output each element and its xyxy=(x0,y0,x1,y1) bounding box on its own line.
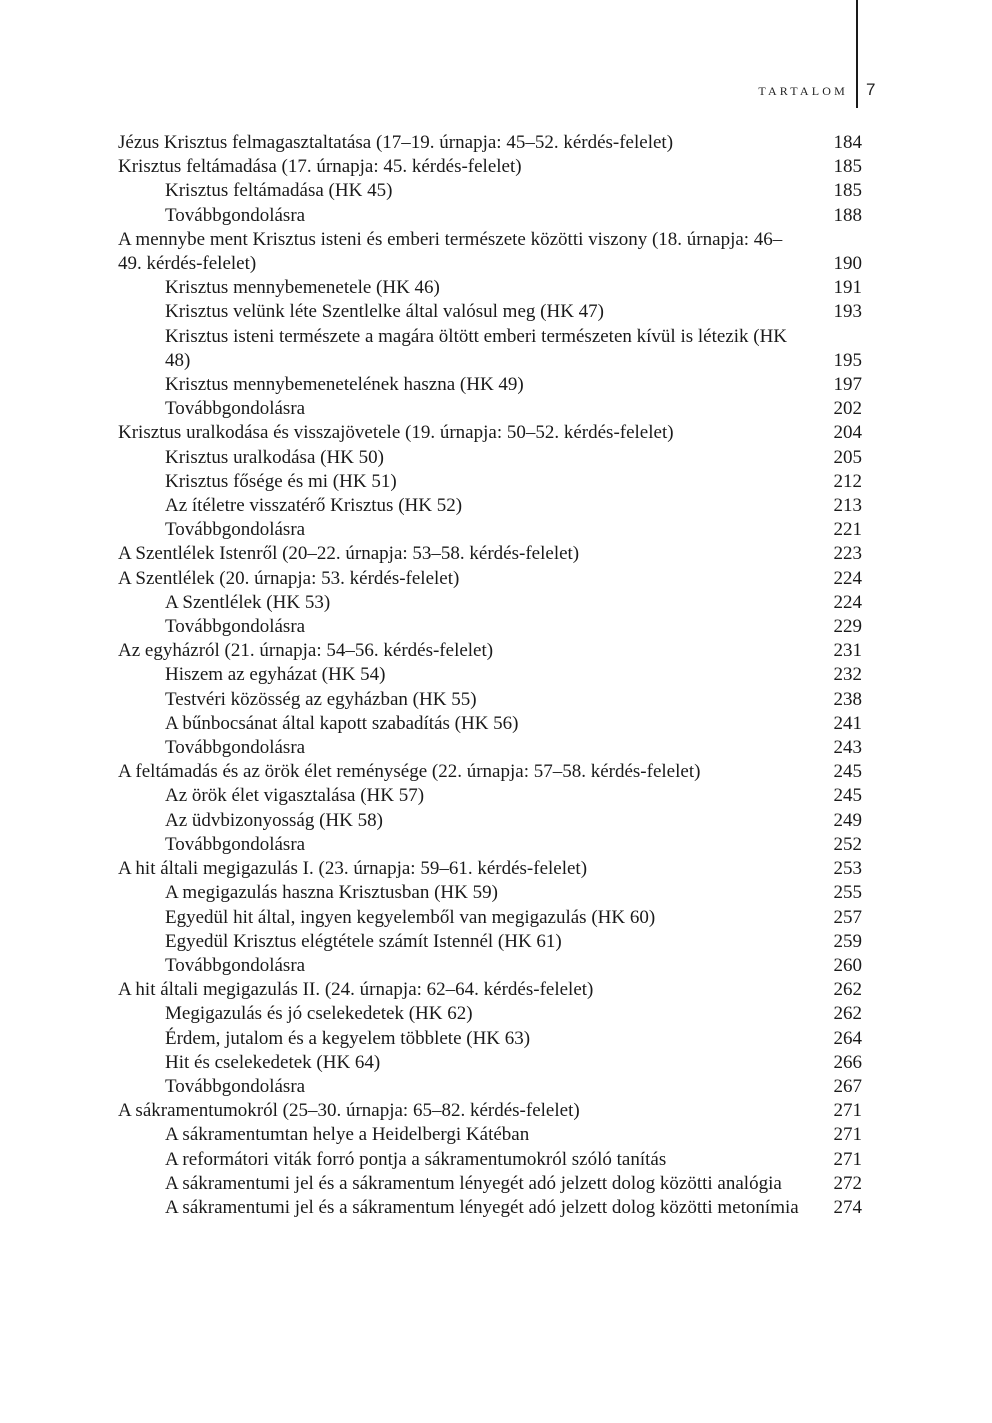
toc-entry-title: A bűnbocsánat által kapott szabadítás (HK 56) xyxy=(165,712,519,734)
toc-entry-title: A reformátori viták forró pontja a sákramentumokról szóló tanítás xyxy=(165,1148,667,1170)
toc-entry-section xyxy=(118,373,862,397)
toc-entry-page-number: 252 xyxy=(833,833,862,855)
toc-entry-page-number: 243 xyxy=(833,737,862,759)
toc-entry-page-number: 271 xyxy=(833,1124,862,1146)
toc-entry-title: Krisztus feltámadása (17. úrnapja: 45. kérdés-felelet) xyxy=(118,156,522,178)
toc-entry-chapter xyxy=(118,421,862,445)
toc-entry-chapter xyxy=(118,1099,862,1123)
toc-entry-section xyxy=(118,833,862,857)
toc-entry-page-number: 224 xyxy=(833,591,862,613)
toc-entry-title: Testvéri közösség az egyházban (HK 55) xyxy=(165,688,477,710)
toc-entry-title: Továbbgondolásra xyxy=(165,519,306,541)
toc-entry-title: Az örök élet vigasztalása (HK 57) xyxy=(165,785,425,807)
toc-entry-page-number: 224 xyxy=(833,567,862,589)
toc-entry-title: A sákramentumi jel és a sákramentum lényegét adó jelzett dolog közötti analógia xyxy=(165,1172,782,1194)
toc-entry-title: Krisztus velünk léte Szentlelke által valósul meg (HK 47) xyxy=(165,301,604,323)
toc-entry-title: Érdem, jutalom és a kegyelem többlete (HK 63) xyxy=(165,1027,531,1049)
toc-entry-title: A sákramentumokról (25–30. úrnapja: 65–82. kérdés-felelet) xyxy=(118,1100,580,1122)
toc-entry-title: A sákramentumtan helye a Heidelbergi Kátéban xyxy=(165,1124,530,1146)
toc-entry-chapter xyxy=(118,639,862,663)
toc-entry-page-number: 262 xyxy=(833,979,862,1001)
toc-entry-section xyxy=(118,688,862,712)
toc-entry-title: Krisztus feltámadása (HK 45) xyxy=(165,180,393,202)
toc-entry-title: Jézus Krisztus felmagasztaltatása (17–19. úrnapja: 45–52. kérdés-felelet) xyxy=(118,132,674,153)
toc-entry-page-number: 197 xyxy=(833,374,862,396)
toc-entry-title: Az ítéletre visszatérő Krisztus (HK 52) xyxy=(165,495,463,517)
toc-entry-chapter xyxy=(118,155,862,179)
toc-entry-section xyxy=(118,712,862,736)
page-number: 7 xyxy=(866,80,876,99)
toc-entry-title: Az egyházról (21. úrnapja: 54–56. kérdés-felelet) xyxy=(118,640,494,662)
toc-entry-title: Továbbgondolásra xyxy=(165,398,306,420)
toc-entry-page-number: 191 xyxy=(833,277,862,299)
toc-entry-title: Krisztus fősége és mi (HK 51) xyxy=(165,470,397,492)
toc-entry-page-number: 232 xyxy=(833,664,862,686)
header-vertical-rule xyxy=(856,0,858,108)
toc-entry-page-number: 238 xyxy=(833,688,862,710)
toc-entry-section xyxy=(118,397,862,421)
toc-entry-section xyxy=(118,809,862,833)
toc-entry-section xyxy=(118,615,862,639)
toc-entry-title: Továbbgondolásra xyxy=(165,954,306,976)
toc-entry-page-number: 231 xyxy=(833,640,862,662)
toc-entry-section xyxy=(118,1051,862,1075)
toc-entry-title: Hiszem az egyházat (HK 54) xyxy=(165,664,386,686)
toc-entry-section xyxy=(118,204,862,228)
toc-entry-title: A Szentlélek (20. úrnapja: 53. kérdés-felelet) xyxy=(118,567,460,589)
toc-entry-page-number: 213 xyxy=(833,495,862,517)
toc-entry-page-number: 184 xyxy=(833,132,862,153)
toc-entry-page-number: 221 xyxy=(833,519,862,541)
toc-entry-section xyxy=(118,179,862,203)
toc-entry-section xyxy=(118,1172,862,1196)
toc-entry-page-number: 229 xyxy=(833,616,862,638)
toc-entry-page-number: 185 xyxy=(833,180,862,202)
toc-entry-section xyxy=(118,663,862,687)
toc-entry-chapter xyxy=(118,760,862,784)
toc-entry-page-number: 259 xyxy=(833,930,862,952)
toc-entry-title: Továbbgondolásra xyxy=(165,616,306,638)
toc-entry-chapter xyxy=(118,567,862,591)
toc-entry-title: Krisztus uralkodása és visszajövetele (19. úrnapja: 50–52. kérdés-felelet) xyxy=(118,422,674,444)
toc-entry-page-number: 202 xyxy=(833,398,862,420)
table-of-contents xyxy=(118,131,862,1220)
toc-entry-section xyxy=(118,1123,862,1147)
toc-entry-page-number: 255 xyxy=(833,882,862,904)
toc-entry-section xyxy=(118,1027,862,1051)
toc-entry-title: Egyedül Krisztus elégtétele számít Istennél (HK 61) xyxy=(165,930,562,952)
toc-entry-section xyxy=(118,325,862,373)
running-head: TARTALOM xyxy=(758,84,848,98)
toc-entry-chapter xyxy=(118,857,862,881)
toc-entry-page-number: 205 xyxy=(833,446,862,468)
toc-entry-page-number: 195 xyxy=(833,349,862,371)
toc-entry-page-number: 266 xyxy=(833,1051,862,1073)
toc-entry-title: A feltámadás és az örök élet reménysége (22. úrnapja: 57–58. kérdés-felelet) xyxy=(118,761,701,783)
toc-entry-chapter xyxy=(118,131,862,155)
toc-entry-page-number: 264 xyxy=(833,1027,862,1049)
toc-entry-title: Krisztus mennybemenetelének haszna (HK 49) xyxy=(165,374,524,396)
toc-entry-title: A hit általi megigazulás II. (24. úrnapja: 62–64. kérdés-felelet) xyxy=(118,979,594,1001)
toc-entry-section xyxy=(118,1148,862,1172)
toc-entry-section xyxy=(118,881,862,905)
toc-entry-section xyxy=(118,784,862,808)
toc-entry-title: A hit általi megigazulás I. (23. úrnapja: 59–61. kérdés-felelet) xyxy=(118,858,588,880)
toc-entry-section xyxy=(118,930,862,954)
toc-entry-section xyxy=(118,494,862,518)
toc-entry-section xyxy=(118,300,862,324)
toc-entry-title: Megigazulás és jó cselekedetek (HK 62) xyxy=(165,1003,473,1025)
toc-entry-title: A Szentlélek (HK 53) xyxy=(165,591,331,613)
toc-entry-page-number: 267 xyxy=(833,1075,862,1097)
toc-entry-page-number: 188 xyxy=(833,204,862,226)
toc-entry-section xyxy=(118,906,862,930)
toc-entry-chapter xyxy=(118,978,862,1002)
toc-entry-page-number: 185 xyxy=(833,156,862,178)
toc-entry-page-number: 212 xyxy=(833,470,862,492)
toc-entry-page-number: 257 xyxy=(833,906,862,928)
toc-entry-section xyxy=(118,276,862,300)
toc-entry-page-number: 241 xyxy=(833,712,862,734)
toc-entry-title: Továbbgondolásra xyxy=(165,204,306,226)
toc-entry-chapter xyxy=(118,542,862,566)
toc-entry-section xyxy=(118,470,862,494)
toc-entry-section xyxy=(118,591,862,615)
toc-entry-page-number: 245 xyxy=(833,785,862,807)
toc-entry-page-number: 249 xyxy=(833,809,862,831)
toc-entry-section xyxy=(118,954,862,978)
toc-entry-title: Az üdvbizonyosság (HK 58) xyxy=(165,809,383,831)
toc-entry-page-number: 253 xyxy=(833,858,862,880)
toc-entry-page-number: 204 xyxy=(833,422,862,444)
toc-entry-title: Hit és cselekedetek (HK 64) xyxy=(165,1051,381,1073)
toc-entry-page-number: 271 xyxy=(833,1148,862,1170)
toc-entry-title: Egyedül hit által, ingyen kegyelemből van megigazulás (HK 60) xyxy=(165,906,656,928)
toc-entry-page-number: 260 xyxy=(833,954,862,976)
toc-entry-page-number: 193 xyxy=(833,301,862,323)
toc-entry-page-number: 223 xyxy=(833,543,862,565)
toc-entry-page-number: 245 xyxy=(833,761,862,783)
toc-entry-chapter xyxy=(118,228,862,276)
toc-entry-section xyxy=(118,1002,862,1026)
toc-entry-title: A Szentlélek Istenről (20–22. úrnapja: 53–58. kérdés-felelet) xyxy=(118,543,580,565)
toc-entry-title: Krisztus isteni természete a magára öltött emberi természeten kívül is létezik (HK 48) xyxy=(165,325,788,371)
toc-entry-page-number: 262 xyxy=(833,1003,862,1025)
toc-entry-title: A mennybe ment Krisztus isteni és emberi természete közötti viszony (18. úrnapja: 46–49. kérdés-felelet) xyxy=(118,228,783,275)
toc-entry-title: Továbbgondolásra xyxy=(165,737,306,759)
toc-entry-page-number: 190 xyxy=(833,253,862,275)
toc-entry-page-number: 274 xyxy=(833,1196,862,1218)
toc-entry-section xyxy=(118,1196,862,1220)
toc-entry-title: Továbbgondolásra xyxy=(165,833,306,855)
toc-entry-title: Továbbgondolásra xyxy=(165,1075,306,1097)
toc-entry-section xyxy=(118,1075,862,1099)
toc-entry-title: A megigazulás haszna Krisztusban (HK 59) xyxy=(165,882,498,904)
toc-entry-section xyxy=(118,518,862,542)
toc-entry-section xyxy=(118,736,862,760)
toc-entry-title: Krisztus mennybemenetele (HK 46) xyxy=(165,277,440,299)
toc-entry-title: A sákramentumi jel és a sákramentum lényegét adó jelzett dolog közötti metonímia xyxy=(165,1196,799,1218)
toc-entry-title: Krisztus uralkodása (HK 50) xyxy=(165,446,384,468)
toc-entry-page-number: 271 xyxy=(833,1100,862,1122)
toc-entry-section xyxy=(118,446,862,470)
toc-entry-page-number: 272 xyxy=(833,1172,862,1194)
